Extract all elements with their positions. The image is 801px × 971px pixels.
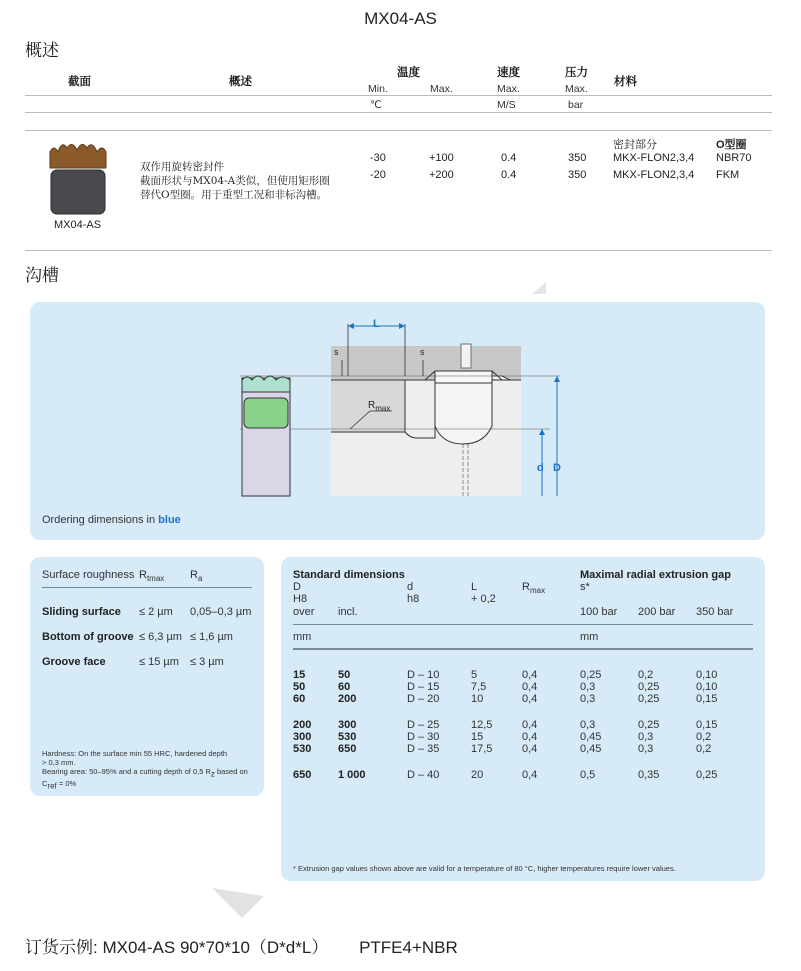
over-col: [293, 669, 305, 705]
part-label: MX04-AS: [54, 219, 102, 231]
row1-seal: MKX-FLON2,3,4: [613, 152, 695, 164]
row1-speed: 0.4: [501, 152, 517, 164]
col-pressure-header: 压力: [565, 67, 588, 79]
surface-col3-sub: a: [197, 574, 203, 584]
note: [42, 779, 260, 791]
cell: 0,4: [522, 719, 538, 731]
surface-row-name: Groove face: [42, 656, 106, 668]
rule: [42, 587, 252, 588]
desc-line: 截面形状与MX04-A类似，但使用矩形圈: [140, 175, 330, 187]
cell: 0,3: [580, 719, 596, 731]
cell: 17,5: [471, 743, 493, 755]
R-col: [522, 719, 537, 755]
dim-s-right: s: [420, 347, 425, 357]
note-text: = 0%: [56, 778, 77, 788]
h-R-sub: max: [529, 586, 546, 596]
unit-mm: mm: [580, 631, 599, 643]
h-H8: H8: [293, 593, 308, 605]
dim-rmax-label: R: [368, 400, 376, 411]
cell: 0,10: [696, 681, 718, 693]
divider: [25, 250, 772, 251]
note-text: Bearing area: 50–95% and a cutting depth of 0,5 R: [42, 767, 211, 776]
unit-mm: mm: [293, 631, 312, 643]
cell: 20: [471, 769, 484, 781]
row2-min: -20: [370, 169, 386, 181]
cell: D – 20: [407, 693, 440, 705]
surface-col1: Surface roughness: [42, 569, 135, 581]
surface-row-rtmax: ≤ 2 µm: [139, 606, 173, 618]
col-temp-min: Min.: [368, 83, 388, 95]
row1-max: +100: [429, 152, 454, 164]
cell: D – 25: [407, 719, 440, 731]
col-temp-max: Max.: [430, 83, 453, 95]
cell: 50: [293, 681, 306, 693]
g100-col: [580, 669, 601, 705]
cell: 0,25: [580, 669, 602, 681]
gap-350: 350 bar: [696, 606, 734, 618]
dim-s-left: s: [334, 347, 339, 357]
g350-col: [696, 669, 717, 705]
row2-oring: FKM: [716, 169, 740, 181]
cell: 5: [471, 669, 478, 681]
seal-profile-image: [48, 140, 108, 215]
L-col: [471, 769, 483, 781]
g200-col: [638, 719, 659, 755]
cell: 0,45: [580, 731, 602, 743]
surface-row-name: Bottom of groove: [42, 631, 134, 643]
note-text: C: [42, 778, 48, 788]
incl-col: [338, 769, 366, 781]
order-value: MX04-AS 90*70*10（D*d*L）: [102, 938, 329, 957]
col-desc-header: 概述: [229, 76, 252, 88]
cell: 530: [338, 731, 357, 743]
gap-s: s*: [580, 581, 590, 593]
d-col: [407, 669, 439, 705]
cell: 15: [293, 669, 306, 681]
cell: 0,3: [580, 693, 596, 705]
cell: 0,10: [696, 669, 718, 681]
L-col: [471, 669, 486, 705]
col-temp-header: 温度: [397, 67, 420, 79]
cell: 1 000: [338, 769, 366, 781]
h-Ltol: + 0,2: [471, 593, 496, 605]
cell: 650: [338, 743, 357, 755]
dim-L: L: [373, 318, 380, 330]
note-text: based on: [214, 767, 248, 776]
divider: [25, 112, 772, 113]
h-incl: incl.: [338, 606, 358, 618]
g100-col: [580, 719, 601, 755]
row2-seal: MKX-FLON2,3,4: [613, 169, 695, 181]
L-col: [471, 719, 492, 755]
col-pressure-max: Max.: [565, 83, 588, 95]
surface-row-ra: ≤ 3 µm: [190, 656, 224, 668]
cell: 0,4: [522, 769, 538, 781]
cell: 0,3: [638, 743, 654, 755]
description: [140, 160, 330, 202]
rule: [293, 648, 753, 650]
note: > 0,3 mm.: [42, 758, 76, 767]
cell: 650: [293, 769, 312, 781]
overview-heading: 概述: [25, 41, 59, 60]
standard-footnote: * Extrusion gap values shown above are valid for a temperature of 80 °C, higher temperatures require lower values.: [293, 864, 676, 873]
cell: 0,2: [696, 731, 712, 743]
cell: 0,35: [638, 769, 660, 781]
surface-row-ra: ≤ 1,6 µm: [190, 631, 233, 643]
cell: 0,3: [638, 731, 654, 743]
rule: [293, 624, 753, 625]
cell: 0,25: [638, 693, 660, 705]
note: Hardness: On the surface min 55 HRC, hardened depth: [42, 749, 228, 758]
cell: 50: [338, 669, 351, 681]
surface-row-rtmax: ≤ 15 µm: [139, 656, 179, 668]
h-D: D: [293, 581, 301, 593]
surface-row-rtmax: ≤ 6,3 µm: [139, 631, 182, 643]
cell: 300: [338, 719, 357, 731]
ordering-dimensions-note: [42, 514, 181, 526]
mat-head-oring: O型圈: [716, 139, 747, 151]
h-R: [522, 581, 545, 595]
surface-notes: [42, 749, 260, 790]
cell: D – 30: [407, 731, 440, 743]
cell: 0,15: [696, 693, 718, 705]
cell: 0,45: [580, 743, 602, 755]
h-L: L: [471, 581, 478, 593]
dim-d: d: [537, 462, 544, 474]
cell: 0,2: [696, 743, 712, 755]
dim-rmax-sub: max: [375, 404, 391, 413]
gap-title: Maximal radial extrusion gap: [580, 569, 731, 581]
d-col: [407, 719, 439, 755]
g200-col: [638, 769, 659, 781]
row2-pressure: 350: [568, 169, 587, 181]
surface-col2: [139, 569, 164, 583]
surface-col2-sub: tmax: [146, 574, 165, 584]
h-h8: h8: [407, 593, 420, 605]
cell: 0,2: [638, 669, 654, 681]
surface-col2-label: R: [139, 569, 147, 581]
cell: 0,4: [522, 743, 538, 755]
cell: 300: [293, 731, 312, 743]
groove-drawing: [230, 316, 580, 501]
desc-line: 替代O型圈。用于重型工况和非标沟槽。: [140, 189, 328, 201]
divider: [25, 130, 772, 131]
incl-col: [338, 719, 356, 755]
h-d: d: [407, 581, 414, 593]
watermark-mark: [528, 282, 550, 296]
d-col: [407, 769, 439, 781]
cell: 0,3: [580, 681, 596, 693]
cell: 200: [293, 719, 312, 731]
cell: 0,4: [522, 681, 538, 693]
cell: 7,5: [471, 681, 487, 693]
cell: 0,4: [522, 693, 538, 705]
R-col: [522, 669, 537, 705]
g200-col: [638, 669, 659, 705]
R-col: [522, 769, 537, 781]
note-sub: ref: [47, 781, 57, 790]
cell: 60: [338, 681, 351, 693]
cell: 200: [338, 693, 357, 705]
surface-col3-label: R: [190, 569, 198, 581]
cell: 15: [471, 731, 484, 743]
cell: 0,25: [638, 719, 660, 731]
ordering-text: Ordering dimensions in: [42, 514, 159, 526]
note-sub: z: [210, 769, 215, 779]
row2-speed: 0.4: [501, 169, 517, 181]
cell: D – 10: [407, 669, 440, 681]
cell: 530: [293, 743, 312, 755]
surface-row-ra: 0,05–0,3 µm: [190, 606, 252, 618]
col-section-header: 截面: [68, 76, 91, 88]
page-title: MX04-AS: [364, 9, 437, 28]
col-speed-header: 速度: [497, 67, 520, 79]
order-example: [25, 933, 458, 958]
cell: 0,4: [522, 731, 538, 743]
row1-min: -30: [370, 152, 386, 164]
standard-title: Standard dimensions: [293, 569, 405, 581]
over-col: [293, 719, 311, 755]
incl-col: [338, 669, 356, 705]
row1-oring: NBR70: [716, 152, 752, 164]
order-material: PTFE4+NBR: [359, 938, 458, 957]
dim-D: D: [553, 462, 561, 474]
speed-unit: M/S: [497, 99, 516, 111]
col-material-header: 材料: [614, 76, 637, 88]
desc-line: 双作用旋转密封件: [140, 161, 224, 173]
cell: 0,25: [696, 769, 718, 781]
cell: 0,4: [522, 669, 538, 681]
g350-col: [696, 769, 717, 781]
dim-rmax: [368, 400, 390, 413]
g100-col: [580, 769, 595, 781]
over-col: [293, 769, 311, 781]
row1-pressure: 350: [568, 152, 587, 164]
cell: D – 35: [407, 743, 440, 755]
temp-unit: ℃: [370, 99, 382, 111]
g350-col: [696, 719, 717, 755]
cell: 12,5: [471, 719, 493, 731]
pressure-unit: bar: [568, 99, 584, 111]
mat-head-seal: 密封部分: [613, 139, 657, 151]
row2-max: +200: [429, 169, 454, 181]
cell: 0,5: [580, 769, 596, 781]
h-over: over: [293, 606, 315, 618]
cell: D – 40: [407, 769, 440, 781]
gap-200: 200 bar: [638, 606, 676, 618]
ordering-blue: blue: [158, 514, 181, 526]
cell: 10: [471, 693, 484, 705]
divider: [25, 95, 772, 96]
groove-heading: 沟槽: [25, 266, 59, 285]
h-R-label: R: [522, 581, 530, 593]
order-label: 订货示例:: [25, 938, 98, 957]
surface-row-name: Sliding surface: [42, 606, 121, 618]
gap-100: 100 bar: [580, 606, 618, 618]
cell: 60: [293, 693, 306, 705]
cell: D – 15: [407, 681, 440, 693]
watermark-mark: [212, 884, 266, 920]
note: [42, 767, 260, 779]
cell: 0,15: [696, 719, 718, 731]
surface-col3: [190, 569, 202, 583]
cell: 0,25: [638, 681, 660, 693]
col-speed-max: Max.: [497, 83, 520, 95]
